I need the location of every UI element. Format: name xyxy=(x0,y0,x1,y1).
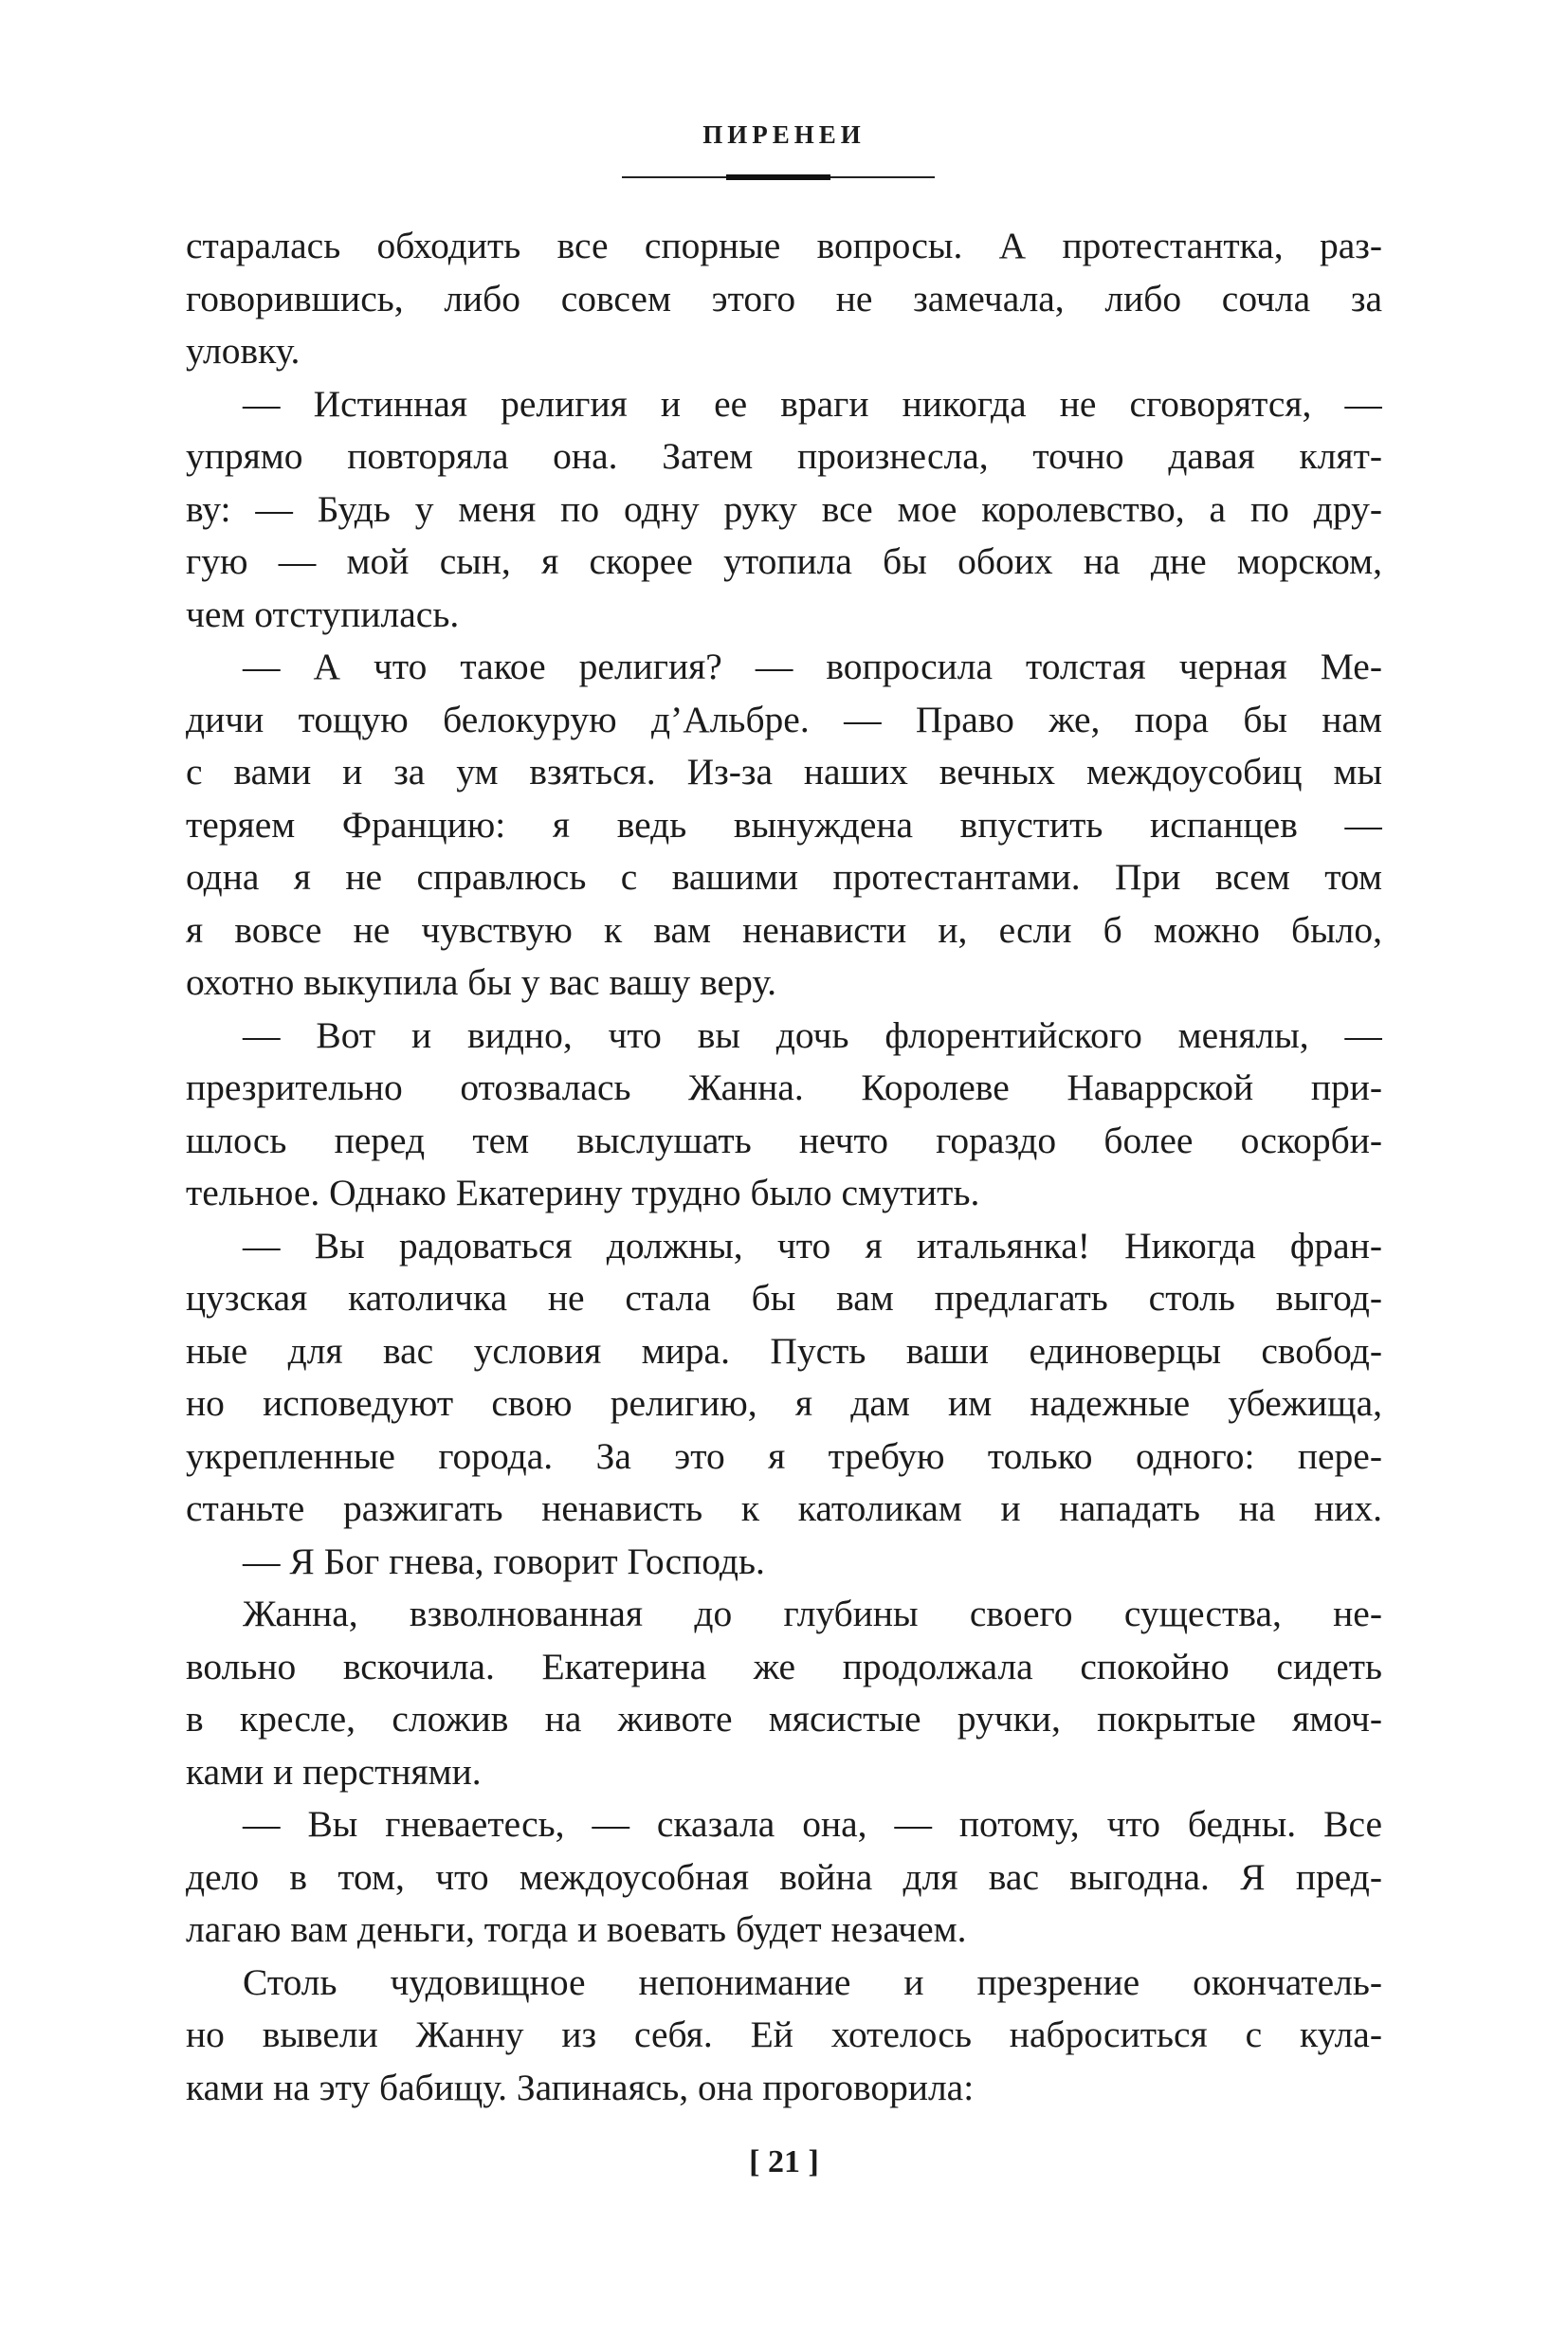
text-line: — Вот и видно, что вы дочь флорентийского менялы, — xyxy=(243,1013,1382,1056)
text-line: я вовсе не чувствую к вам ненависти и, если б можно было, xyxy=(186,908,1382,951)
text-line: презрительно отозвалась Жанна. Королеве Наваррской при- xyxy=(186,1066,1382,1108)
text-line: шлось перед тем выслушать нечто гораздо более оскорби- xyxy=(186,1119,1382,1161)
text-line: ные для вас условия мира. Пусть ваши единоверцы свобод- xyxy=(186,1329,1382,1372)
running-head: ПИРЕНЕИ xyxy=(702,120,866,149)
text-line: станьте разжигать ненависть к католикам и нападать на них. xyxy=(186,1487,1382,1529)
text-line: старалась обходить все спорные вопросы. А протестантка, раз- xyxy=(186,225,1382,266)
text-line: цузская католичка не стала бы вам предлагать столь выгод- xyxy=(186,1277,1382,1319)
text-line: — Истинная религия и ее враги никогда не сговорятся, — xyxy=(243,382,1382,425)
header-rule-accent xyxy=(726,174,830,180)
text-line: с вами и за ум взяться. Из-за наших вечных междоусобиц мы xyxy=(186,751,1382,793)
text-line: вольно вскочила. Екатерина же продолжала спокойно сидеть xyxy=(186,1645,1382,1687)
text-line: — А что такое религия? — вопросила толстая черная Ме- xyxy=(243,646,1382,687)
text-line: ками и перстнями. xyxy=(186,1750,482,1793)
text-line: ками на эту бабищу. Запинаясь, она проговорила: xyxy=(186,2066,975,2108)
text-line: охотно выкупила бы у вас вашу веру. xyxy=(186,961,776,1003)
text-line: — Я Бог гнева, говорит Господь. xyxy=(243,1540,765,1582)
text-line: но исповедуют свою религию, я дам им надежные убежища, xyxy=(186,1382,1382,1424)
text-line: ву: — Будь у меня по одну руку все мое королевство, а по дру- xyxy=(186,487,1382,530)
text-line: в кресле, сложив на животе мясистые ручки, покрытые ямоч- xyxy=(186,1698,1382,1740)
text-line: лагаю вам деньги, тогда и воевать будет незачем. xyxy=(186,1908,967,1950)
text-line: одна я не справлюсь с вашими протестантами. При всем том xyxy=(186,856,1382,898)
text-line: Столь чудовищное непонимание и презрение окончатель- xyxy=(243,1960,1382,2003)
text-line: дело в том, что междоусобная война для вас выгодна. Я пред- xyxy=(186,1855,1382,1898)
text-line: — Вы радоваться должны, что я итальянка! Никогда фран- xyxy=(243,1224,1382,1267)
text-line: тельное. Однако Екатерину трудно было смутить. xyxy=(186,1172,980,1213)
text-line: дичи тощую белокурую д’Альбре. — Право же, пора бы нам xyxy=(186,698,1382,740)
page-number: [ 21 ] xyxy=(749,2144,819,2179)
text-line: чем отступилась. xyxy=(186,592,460,635)
text-line: теряем Францию: я ведь вынуждена впустить испанцев — xyxy=(186,803,1382,846)
text-line: укрепленные города. За это я требую только одного: пере- xyxy=(186,1434,1382,1477)
text-line: упрямо повторяла она. Затем произнесла, точно давая клят- xyxy=(186,435,1382,477)
body-text xyxy=(186,220,1382,2114)
text-line: говорившись, либо совсем этого не замечала, либо сочла за xyxy=(186,277,1382,319)
text-line: но вывели Жанну из себя. Ей хотелось наброситься с кула- xyxy=(186,2014,1382,2055)
text-line: гую — мой сын, я скорее утопила бы обоих на дне морском, xyxy=(186,540,1382,582)
text-line: Жанна, взволнованная до глубины своего существа, не- xyxy=(243,1593,1382,1634)
text-line: — Вы гневаетесь, — сказала она, — потому, что бедны. Все xyxy=(243,1803,1382,1845)
text-line: уловку. xyxy=(186,330,301,372)
